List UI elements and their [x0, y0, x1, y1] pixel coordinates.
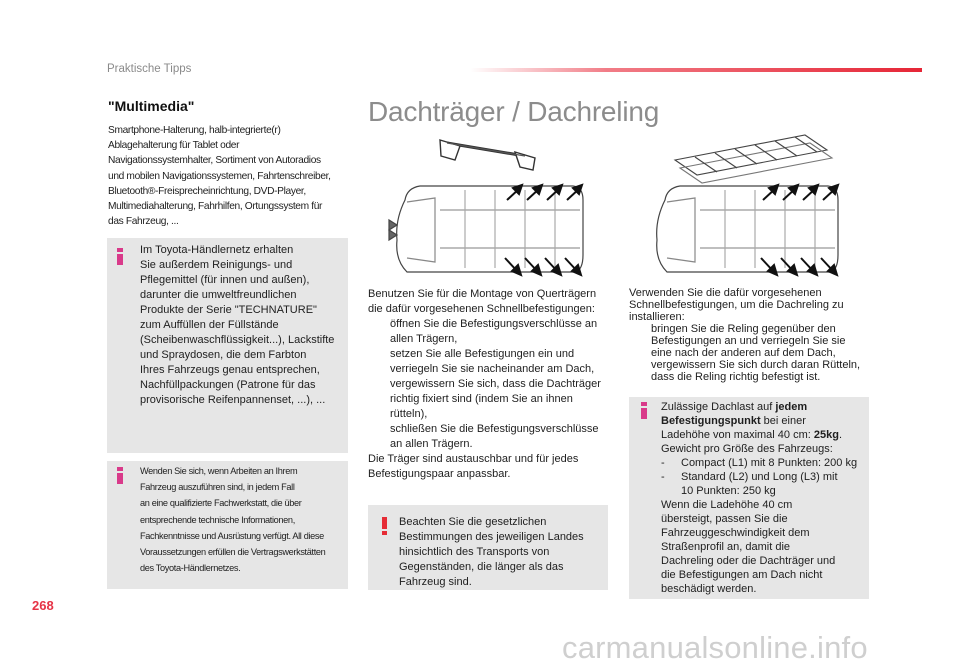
rail-instructions: [629, 287, 874, 383]
multimedia-line: Smartphone-Halterung, halb-integrierte(r): [108, 125, 281, 136]
multimedia-line: Ablagehalterung für Tablet oder: [108, 140, 240, 152]
fastening-arrow-icon: [823, 185, 838, 200]
info-line: Wenden Sie sich, wenn Arbeiten an Ihrem: [140, 466, 298, 476]
limit-item: [661, 456, 857, 470]
dash: -: [661, 471, 665, 483]
info-box-roof-load: [629, 397, 869, 599]
info-line: Voraussetzungen erfüllen die Vertragswerkstätten: [140, 547, 326, 558]
load-line: Ladehöhe von maximal 40 cm: 25kg.: [661, 429, 843, 441]
intro-line: installieren:: [629, 311, 685, 323]
step-line: schließen Sie die Befestigungsverschlüsse: [390, 423, 599, 435]
info-line: darunter die umweltfreundlichen: [140, 289, 297, 301]
step-line: vergewissern Sie sich durch daran Rütteln,: [651, 359, 861, 371]
info-line: Ihres Fahrzeugs genau entsprechen,: [140, 364, 320, 376]
load-line: Dachreling oder die Dachträger und: [661, 555, 836, 567]
page-title: Dachträger / Dachreling: [368, 96, 660, 127]
intro-line: Verwenden Sie die dafür vorgesehenen: [629, 287, 822, 299]
roof-rail-illustration: [645, 130, 855, 280]
step-line: an allen Trägern.: [390, 438, 473, 450]
info-icon: [117, 248, 123, 265]
roof-rack-icon: [675, 135, 832, 183]
watermark: carmanualsonline.info: [562, 630, 868, 665]
warning-box: [368, 505, 608, 590]
multimedia-text: [108, 123, 352, 229]
step-line: eine nach der anderen auf dem Dach,: [651, 347, 836, 359]
load-line: Straßenprofil an, damit die: [661, 541, 791, 553]
load-line: Wenn die Ladehöhe 40 cm: [661, 499, 793, 511]
intro-line: Schnellbefestigungen, um die Dachreling zu: [629, 299, 844, 311]
multimedia-title: "Multimedia": [108, 98, 195, 114]
list-item: [368, 422, 613, 452]
step-line: vergewissern Sie sich, dass die Dachträger: [390, 378, 601, 390]
load-line: beschädigt werden.: [661, 583, 757, 595]
info-icon: [641, 402, 647, 419]
warning-line: Gegenständen, die länger als das: [399, 561, 564, 573]
limit-line: Standard (L2) und Long (L3) mit: [681, 471, 838, 483]
van-top-view-illustration: [657, 186, 838, 272]
step-line: Befestigungen an und verriegeln Sie sie: [651, 335, 846, 347]
limit-line: 10 Punkten: 250 kg: [681, 485, 776, 497]
step-line: allen Trägern,: [390, 333, 458, 345]
step-line: rütteln),: [390, 408, 428, 420]
list-item: [368, 347, 613, 377]
crossbar-instructions: [368, 287, 613, 482]
warning-line: Bestimmungen des jeweiligen Landes: [399, 531, 584, 543]
page-number: 268: [32, 598, 54, 613]
info-line: Pflegemittel (für innen und außen),: [140, 274, 310, 286]
step-line: setzen Sie alle Befestigungen ein und: [390, 348, 575, 360]
multimedia-line: und mobilen Navigationssystemen, Fahrtenschreiber,: [108, 170, 331, 182]
info-line: (Scheibenwaschflüssigkeit...), Lackstifte: [140, 334, 335, 346]
info-icon: [117, 467, 123, 484]
dash: -: [661, 457, 665, 469]
multimedia-line: Multimediahalterung, Fahrhilfen, Ortungssystem für: [108, 201, 323, 213]
info-line: Fachkenntnisse und Ausrüstung verfügt. All diese: [140, 530, 324, 541]
step-line: bringen Sie die Reling gegenüber den: [651, 323, 836, 335]
info-box-dealer-text: [140, 243, 334, 408]
multimedia-line: Navigationssystemhalter, Sortiment von Autoradios: [108, 155, 321, 167]
outro-line: Die Träger sind austauschbar und für jedes: [368, 453, 579, 465]
warning-text: [399, 515, 584, 590]
step-line: dass die Reling richtig befestigt ist.: [651, 371, 821, 383]
info-line: Nachfüllpackungen (Patrone für das: [140, 379, 316, 391]
roof-load-text: [661, 400, 857, 596]
warning-icon: [382, 517, 388, 535]
fastening-arrow-icon: [567, 185, 582, 200]
load-line: übersteigt, passen Sie die: [661, 513, 788, 525]
outro-line: Befestigungspaar anpassbar.: [368, 468, 511, 480]
load-line: Gewicht pro Größe des Fahrzeugs:: [661, 443, 833, 455]
step-line: öffnen Sie die Befestigungsverschlüsse an: [390, 318, 598, 330]
list-item: [629, 323, 874, 359]
info-line: Produkte der Serie "TECHNATURE": [140, 304, 317, 316]
info-line: an eine qualifizierte Fachwerkstatt, die über: [140, 498, 302, 509]
info-line: des Toyota-Händlernetzes.: [140, 563, 241, 574]
limit-item: [661, 470, 857, 498]
list-item: [629, 359, 874, 383]
info-line: zum Auffüllen der Füllstände: [140, 319, 279, 331]
limit-line: Compact (L1) mit 8 Punkten: 200 kg: [681, 457, 858, 469]
fastening-arrow-icon: [527, 185, 542, 200]
van-top-view-illustration: [389, 186, 583, 272]
crossbar-icon: [440, 140, 535, 170]
info-line: provisorische Reifenpannenset, ...), ...: [140, 394, 326, 406]
step-line: verriegeln Sie sie nacheinander am Dach,: [390, 363, 595, 375]
multimedia-line: Bluetooth®-Freisprecheinrichtung, DVD-Player,: [108, 185, 306, 197]
info-line: Im Toyota-Händlernetz erhalten: [140, 244, 294, 256]
list-item: [368, 317, 613, 347]
load-line: Fahrzeuggeschwindigkeit dem: [661, 527, 810, 539]
warning-line: Fahrzeug sind.: [399, 576, 472, 588]
step-line: richtig fixiert sind (indem Sie an ihnen: [390, 393, 573, 405]
fastening-arrow-icon: [507, 185, 522, 200]
info-line: Sie außerdem Reinigungs- und: [140, 259, 293, 271]
fastening-arrow-icon: [803, 185, 818, 200]
info-line: Fahrzeug auszuführen sind, in jedem Fall: [140, 482, 295, 493]
roof-crossbar-illustration: [385, 130, 600, 280]
intro-line: Benutzen Sie für die Montage von Querträgern: [368, 288, 597, 300]
warning-line: hinsichtlich des Transports von: [399, 546, 550, 558]
multimedia-line: das Fahrzeug, ...: [108, 216, 179, 228]
info-box-workshop: [107, 461, 348, 589]
load-line: die Befestigungen am Dach nicht: [661, 569, 823, 581]
info-line: und Spraydosen, die dem Farbton: [140, 349, 307, 361]
section-label: Praktische Tipps: [107, 63, 192, 75]
info-box-workshop-text: [140, 463, 325, 576]
warning-line: Beachten Sie die gesetzlichen: [399, 516, 547, 528]
load-line: Zulässige Dachlast auf jedem: [661, 401, 808, 413]
header-rule: [470, 68, 922, 72]
load-line: Befestigungspunkt bei einer: [661, 415, 806, 427]
fastening-arrow-icon: [763, 185, 778, 200]
info-line: entsprechende technische Informationen,: [140, 514, 295, 525]
load-limits: [661, 456, 857, 498]
list-item: [368, 377, 613, 422]
info-box-dealer: [107, 238, 348, 453]
intro-line: die dafür vorgesehenen Schnellbefestigungen:: [368, 303, 595, 315]
